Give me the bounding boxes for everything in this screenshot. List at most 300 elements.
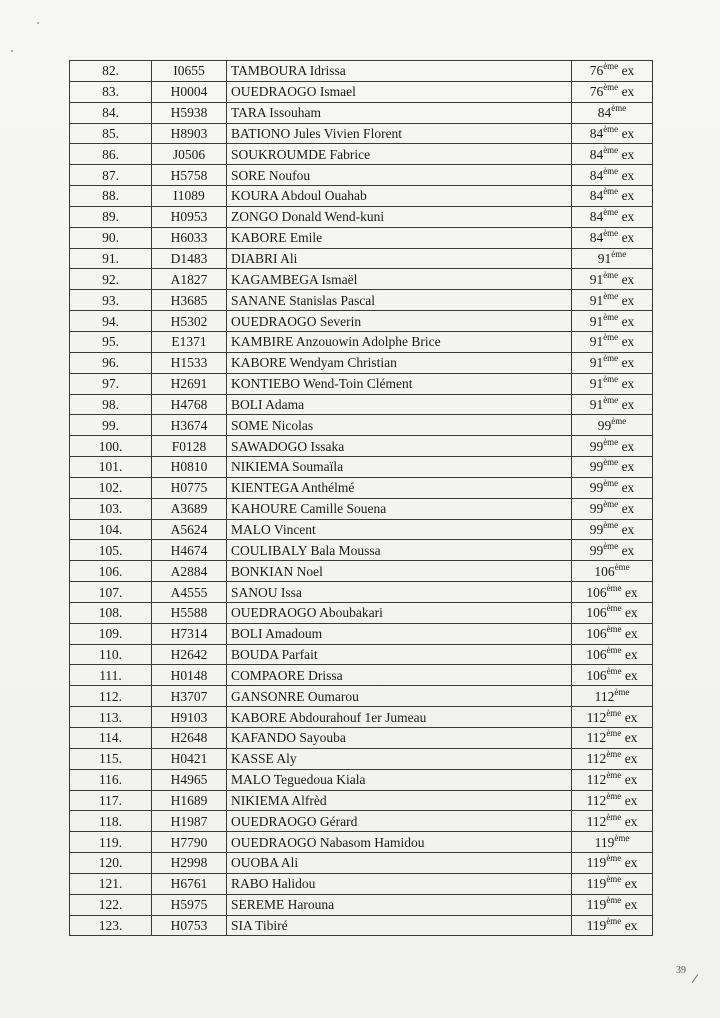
rank-number: 119: [594, 834, 615, 850]
candidate-code-cell: H1987: [152, 811, 227, 832]
table-row: [70, 832, 653, 853]
rank-tie-marker: ex: [618, 230, 635, 246]
rank-cell: [572, 394, 653, 415]
rank-tie-marker: ex: [621, 584, 638, 600]
candidate-name-cell: NIKIEMA Soumaïla: [227, 457, 572, 478]
table-row: [70, 915, 653, 936]
table-row: [70, 352, 653, 373]
rank-ordinal-suffix: ème: [606, 665, 622, 676]
candidate-name-cell: KABORE Abdourahouf 1er Jumeau: [227, 707, 572, 728]
rank-cell: [572, 728, 653, 749]
rank-cell: [572, 436, 653, 457]
rank-tie-marker: ex: [618, 438, 635, 454]
candidate-name-cell: BOLI Adama: [227, 394, 572, 415]
rank-cell: [572, 707, 653, 728]
rank-ordinal-suffix: ème: [603, 290, 619, 301]
rank-number: 112: [586, 792, 607, 808]
row-number-cell: 107.: [70, 582, 152, 603]
rank-number: 91: [589, 313, 604, 329]
table-row: [70, 894, 653, 915]
row-number-cell: 123.: [70, 915, 152, 936]
rank-number: 91: [589, 292, 604, 308]
candidate-name-cell: KAGAMBEGA Ismaël: [227, 269, 572, 290]
rank-cell: [572, 290, 653, 311]
rank-cell: [572, 415, 653, 436]
table-row: [70, 748, 653, 769]
candidate-code-cell: H4674: [152, 540, 227, 561]
rank-ordinal-suffix: ème: [603, 82, 619, 93]
candidate-name-cell: KONTIEBO Wend-Toin Clément: [227, 373, 572, 394]
table-row: [70, 519, 653, 540]
row-number-cell: 105.: [70, 540, 152, 561]
table-row: [70, 206, 653, 227]
candidate-name-cell: OUOBA Ali: [227, 853, 572, 874]
rank-number: 99: [589, 501, 604, 517]
table-row: [70, 457, 653, 478]
rank-cell: [572, 748, 653, 769]
rank-cell: [572, 623, 653, 644]
rank-ordinal-suffix: ème: [606, 582, 622, 593]
candidate-name-cell: KAMBIRE Anzouowin Adolphe Brice: [227, 331, 572, 352]
rank-tie-marker: ex: [618, 84, 635, 100]
rank-tie-marker: ex: [621, 751, 638, 767]
candidate-code-cell: A4555: [152, 582, 227, 603]
rank-cell: [572, 873, 653, 894]
candidate-name-cell: OUEDRAOGO Gérard: [227, 811, 572, 832]
candidate-name-cell: KOURA Abdoul Ouahab: [227, 186, 572, 207]
candidate-name-cell: NIKIEMA Alfrèd: [227, 790, 572, 811]
candidate-name-cell: SANANE Stanislas Pascal: [227, 290, 572, 311]
candidate-code-cell: H7790: [152, 832, 227, 853]
rank-number: 112: [586, 730, 607, 746]
rank-ordinal-suffix: ème: [603, 374, 619, 385]
table-row: [70, 227, 653, 248]
rank-ordinal-suffix: ème: [606, 770, 622, 781]
rank-cell: [572, 790, 653, 811]
rank-cell: [572, 165, 653, 186]
rank-cell: [572, 331, 653, 352]
rank-tie-marker: ex: [618, 125, 635, 141]
rank-number: 112: [586, 751, 607, 767]
candidate-code-cell: H0148: [152, 665, 227, 686]
row-number-cell: 116.: [70, 769, 152, 790]
row-number-cell: 87.: [70, 165, 152, 186]
rank-tie-marker: ex: [618, 334, 635, 350]
table-row: [70, 853, 653, 874]
table-row: [70, 290, 653, 311]
rank-ordinal-suffix: ème: [603, 519, 619, 530]
rank-ordinal-suffix: ème: [603, 540, 619, 551]
rank-tie-marker: ex: [618, 521, 635, 537]
rank-ordinal-suffix: ème: [603, 61, 619, 72]
rank-ordinal-suffix: ème: [603, 207, 619, 218]
candidate-name-cell: BOUDA Parfait: [227, 644, 572, 665]
candidate-code-cell: H5975: [152, 894, 227, 915]
rank-tie-marker: ex: [618, 355, 635, 371]
row-number-cell: 104.: [70, 519, 152, 540]
table-row: [70, 623, 653, 644]
rank-ordinal-suffix: ème: [606, 645, 622, 656]
rank-number: 91: [589, 334, 604, 350]
rank-number: 84: [589, 209, 604, 225]
candidate-code-cell: H0421: [152, 748, 227, 769]
row-number-cell: 97.: [70, 373, 152, 394]
rank-cell: [572, 582, 653, 603]
rank-cell: [572, 915, 653, 936]
candidate-code-cell: H6033: [152, 227, 227, 248]
row-number-cell: 117.: [70, 790, 152, 811]
rank-number: 91: [589, 376, 604, 392]
table-row: [70, 477, 653, 498]
pen-mark: [692, 974, 699, 983]
table-row: [70, 81, 653, 102]
rank-tie-marker: ex: [618, 146, 635, 162]
candidate-name-cell: TAMBOURA Idrissa: [227, 61, 572, 82]
rank-number: 99: [589, 521, 604, 537]
row-number-cell: 122.: [70, 894, 152, 915]
row-number-cell: 114.: [70, 728, 152, 749]
rank-cell: [572, 665, 653, 686]
rank-cell: [572, 61, 653, 82]
candidate-name-cell: OUEDRAOGO Aboubakari: [227, 602, 572, 623]
rank-ordinal-suffix: ème: [603, 165, 619, 176]
rank-number: 106: [586, 584, 607, 600]
rank-tie-marker: ex: [618, 459, 635, 475]
rank-number: 76: [589, 63, 604, 79]
candidate-code-cell: H5938: [152, 102, 227, 123]
candidate-name-cell: RABO Halidou: [227, 873, 572, 894]
rank-number: 91: [589, 355, 604, 371]
rank-number: 106: [586, 647, 607, 663]
rank-cell: [572, 227, 653, 248]
candidate-code-cell: H0753: [152, 915, 227, 936]
rank-ordinal-suffix: ème: [603, 123, 619, 134]
table-row: [70, 602, 653, 623]
candidate-name-cell: KAFANDO Sayouba: [227, 728, 572, 749]
row-number-cell: 121.: [70, 873, 152, 894]
candidate-name-cell: SEREME Harouna: [227, 894, 572, 915]
candidate-code-cell: I0655: [152, 61, 227, 82]
rank-ordinal-suffix: ème: [603, 269, 619, 280]
candidate-code-cell: H0004: [152, 81, 227, 102]
rank-cell: [572, 186, 653, 207]
rank-ordinal-suffix: ème: [603, 478, 619, 489]
row-number-cell: 101.: [70, 457, 152, 478]
rank-number: 84: [589, 230, 604, 246]
table-row: [70, 540, 653, 561]
page-number: 39: [676, 965, 686, 976]
table-row: [70, 665, 653, 686]
rank-cell: [572, 457, 653, 478]
rank-number: 84: [597, 105, 612, 121]
row-number-cell: 100.: [70, 436, 152, 457]
candidate-code-cell: H5758: [152, 165, 227, 186]
table-row: [70, 707, 653, 728]
rank-tie-marker: ex: [618, 313, 635, 329]
table-row: [70, 436, 653, 457]
row-number-cell: 120.: [70, 853, 152, 874]
rank-ordinal-suffix: ème: [606, 790, 622, 801]
candidate-code-cell: H0775: [152, 477, 227, 498]
rank-tie-marker: ex: [621, 772, 638, 788]
candidate-name-cell: SANOU Issa: [227, 582, 572, 603]
rank-tie-marker: ex: [618, 501, 635, 517]
table-row: [70, 728, 653, 749]
rank-number: 76: [589, 84, 604, 100]
rank-tie-marker: ex: [621, 855, 638, 871]
rank-cell: [572, 81, 653, 102]
candidate-name-cell: SOME Nicolas: [227, 415, 572, 436]
candidate-name-cell: KIENTEGA Anthélmé: [227, 477, 572, 498]
scan-speck: [37, 22, 39, 24]
candidate-name-cell: SOUKROUMDE Fabrice: [227, 144, 572, 165]
row-number-cell: 88.: [70, 186, 152, 207]
candidate-code-cell: H5588: [152, 602, 227, 623]
candidate-name-cell: SAWADOGO Issaka: [227, 436, 572, 457]
rank-cell: [572, 561, 653, 582]
rank-tie-marker: ex: [621, 647, 638, 663]
rank-ordinal-suffix: ème: [603, 228, 619, 239]
rank-ordinal-suffix: ème: [606, 874, 622, 885]
candidate-name-cell: KABORE Emile: [227, 227, 572, 248]
table-row: [70, 394, 653, 415]
row-number-cell: 103.: [70, 498, 152, 519]
row-number-cell: 90.: [70, 227, 152, 248]
row-number-cell: 113.: [70, 707, 152, 728]
rank-number: 91: [597, 251, 612, 267]
candidate-code-cell: J0506: [152, 144, 227, 165]
candidate-code-cell: H8903: [152, 123, 227, 144]
table-row: [70, 561, 653, 582]
rank-tie-marker: ex: [618, 376, 635, 392]
rank-tie-marker: ex: [621, 876, 638, 892]
rank-ordinal-suffix: ème: [606, 811, 622, 822]
rank-ordinal-suffix: ème: [606, 624, 622, 635]
candidate-code-cell: H2691: [152, 373, 227, 394]
table-row: [70, 248, 653, 269]
candidate-code-cell: H0953: [152, 206, 227, 227]
candidate-name-cell: COULIBALY Bala Moussa: [227, 540, 572, 561]
candidate-name-cell: SORE Noufou: [227, 165, 572, 186]
rank-cell: [572, 602, 653, 623]
rank-number: 112: [586, 709, 607, 725]
rank-tie-marker: ex: [621, 730, 638, 746]
table-row: [70, 165, 653, 186]
rank-number: 106: [586, 667, 607, 683]
table-row: [70, 269, 653, 290]
row-number-cell: 115.: [70, 748, 152, 769]
row-number-cell: 110.: [70, 644, 152, 665]
rank-cell: [572, 248, 653, 269]
table-row: [70, 498, 653, 519]
rank-tie-marker: ex: [621, 918, 638, 934]
rank-ordinal-suffix: ème: [606, 749, 622, 760]
candidate-name-cell: KABORE Wendyam Christian: [227, 352, 572, 373]
rank-ordinal-suffix: ème: [603, 186, 619, 197]
results-table-body: [70, 61, 653, 936]
rank-tie-marker: ex: [621, 667, 638, 683]
rank-number: 106: [586, 626, 607, 642]
row-number-cell: 96.: [70, 352, 152, 373]
rank-ordinal-suffix: ème: [603, 394, 619, 405]
row-number-cell: 91.: [70, 248, 152, 269]
row-number-cell: 108.: [70, 602, 152, 623]
candidate-code-cell: H0810: [152, 457, 227, 478]
candidate-code-cell: H3674: [152, 415, 227, 436]
candidate-name-cell: OUEDRAOGO Nabasom Hamidou: [227, 832, 572, 853]
rank-number: 84: [589, 167, 604, 183]
rank-cell: [572, 519, 653, 540]
rank-tie-marker: ex: [621, 709, 638, 725]
rank-ordinal-suffix: ème: [603, 332, 619, 343]
candidate-code-cell: H4965: [152, 769, 227, 790]
rank-ordinal-suffix: ème: [614, 832, 630, 843]
rank-number: 84: [589, 188, 604, 204]
rank-ordinal-suffix: ème: [614, 561, 630, 572]
table-row: [70, 582, 653, 603]
rank-cell: [572, 498, 653, 519]
rank-ordinal-suffix: ème: [603, 457, 619, 468]
rank-tie-marker: ex: [618, 209, 635, 225]
rank-ordinal-suffix: ème: [606, 895, 622, 906]
rank-ordinal-suffix: ème: [606, 603, 622, 614]
candidate-name-cell: MALO Teguedoua Kiala: [227, 769, 572, 790]
rank-number: 91: [589, 271, 604, 287]
candidate-name-cell: TARA Issouham: [227, 102, 572, 123]
rank-ordinal-suffix: ème: [606, 853, 622, 864]
candidate-code-cell: H2998: [152, 853, 227, 874]
rank-ordinal-suffix: ème: [603, 436, 619, 447]
rank-tie-marker: ex: [618, 63, 635, 79]
rank-number: 99: [589, 459, 604, 475]
row-number-cell: 94.: [70, 311, 152, 332]
table-row: [70, 144, 653, 165]
table-row: [70, 102, 653, 123]
rank-tie-marker: ex: [621, 897, 638, 913]
rank-cell: [572, 102, 653, 123]
rank-tie-marker: ex: [621, 626, 638, 642]
rank-number: 84: [589, 146, 604, 162]
row-number-cell: 119.: [70, 832, 152, 853]
rank-number: 99: [589, 542, 604, 558]
rank-number: 91: [589, 396, 604, 412]
candidate-code-cell: A2884: [152, 561, 227, 582]
candidate-name-cell: KAHOURE Camille Souena: [227, 498, 572, 519]
table-row: [70, 415, 653, 436]
rank-number: 119: [586, 876, 607, 892]
row-number-cell: 83.: [70, 81, 152, 102]
candidate-code-cell: E1371: [152, 331, 227, 352]
row-number-cell: 82.: [70, 61, 152, 82]
rank-ordinal-suffix: ème: [603, 144, 619, 155]
row-number-cell: 106.: [70, 561, 152, 582]
candidate-code-cell: H3707: [152, 686, 227, 707]
rank-tie-marker: ex: [621, 813, 638, 829]
candidate-code-cell: A1827: [152, 269, 227, 290]
candidate-code-cell: H5302: [152, 311, 227, 332]
rank-number: 119: [586, 918, 607, 934]
table-row: [70, 769, 653, 790]
candidate-name-cell: BATIONO Jules Vivien Florent: [227, 123, 572, 144]
rank-tie-marker: ex: [618, 542, 635, 558]
rank-cell: [572, 206, 653, 227]
rank-cell: [572, 894, 653, 915]
rank-number: 99: [589, 438, 604, 454]
rank-ordinal-suffix: ème: [606, 728, 622, 739]
row-number-cell: 118.: [70, 811, 152, 832]
row-number-cell: 85.: [70, 123, 152, 144]
rank-cell: [572, 686, 653, 707]
candidate-code-cell: H7314: [152, 623, 227, 644]
candidate-code-cell: A5624: [152, 519, 227, 540]
row-number-cell: 109.: [70, 623, 152, 644]
row-number-cell: 95.: [70, 331, 152, 352]
rank-ordinal-suffix: ème: [603, 499, 619, 510]
rank-ordinal-suffix: ème: [606, 707, 622, 718]
candidate-code-cell: H1689: [152, 790, 227, 811]
rank-ordinal-suffix: ème: [606, 916, 622, 927]
rank-tie-marker: ex: [618, 480, 635, 496]
rank-cell: [572, 477, 653, 498]
rank-number: 112: [586, 772, 607, 788]
rank-tie-marker: ex: [621, 792, 638, 808]
rank-number: 112: [586, 813, 607, 829]
rank-number: 119: [586, 897, 607, 913]
rank-tie-marker: ex: [618, 167, 635, 183]
rank-cell: [572, 352, 653, 373]
rank-tie-marker: ex: [621, 605, 638, 621]
rank-tie-marker: ex: [618, 271, 635, 287]
table-row: [70, 644, 653, 665]
table-row: [70, 811, 653, 832]
rank-cell: [572, 811, 653, 832]
candidate-name-cell: BOLI Amadoum: [227, 623, 572, 644]
rank-number: 106: [594, 563, 615, 579]
candidate-name-cell: SIA Tibiré: [227, 915, 572, 936]
row-number-cell: 112.: [70, 686, 152, 707]
rank-cell: [572, 540, 653, 561]
table-row: [70, 123, 653, 144]
candidate-code-cell: H1533: [152, 352, 227, 373]
table-row: [70, 873, 653, 894]
candidate-code-cell: H3685: [152, 290, 227, 311]
rank-tie-marker: ex: [618, 396, 635, 412]
candidate-code-cell: D1483: [152, 248, 227, 269]
candidate-name-cell: OUEDRAOGO Ismael: [227, 81, 572, 102]
table-row: [70, 61, 653, 82]
table-row: [70, 686, 653, 707]
rank-cell: [572, 269, 653, 290]
candidate-name-cell: KASSE Aly: [227, 748, 572, 769]
results-table: [69, 60, 653, 936]
rank-cell: [572, 144, 653, 165]
row-number-cell: 86.: [70, 144, 152, 165]
candidate-code-cell: I1089: [152, 186, 227, 207]
rank-tie-marker: ex: [618, 188, 635, 204]
row-number-cell: 89.: [70, 206, 152, 227]
table-row: [70, 331, 653, 352]
candidate-code-cell: H9103: [152, 707, 227, 728]
candidate-name-cell: ZONGO Donald Wend-kuni: [227, 206, 572, 227]
rank-number: 99: [597, 417, 612, 433]
rank-cell: [572, 311, 653, 332]
rank-cell: [572, 644, 653, 665]
rank-ordinal-suffix: ème: [611, 415, 627, 426]
rank-ordinal-suffix: ème: [614, 686, 630, 697]
rank-cell: [572, 123, 653, 144]
candidate-name-cell: MALO Vincent: [227, 519, 572, 540]
candidate-code-cell: H2642: [152, 644, 227, 665]
